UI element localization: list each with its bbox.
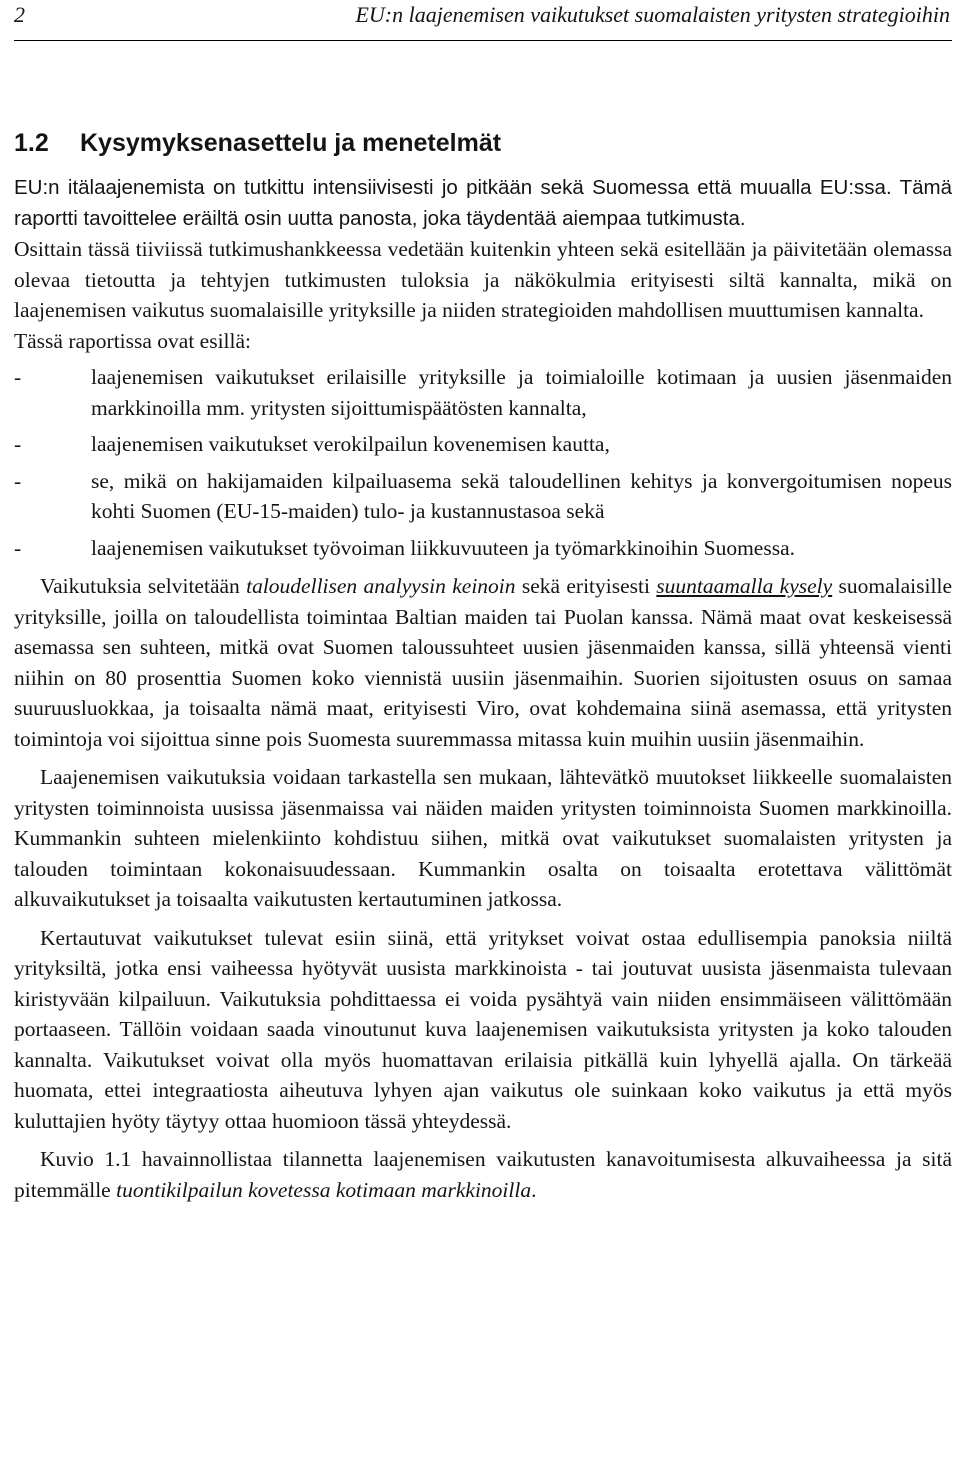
- emphasis-analysis: taloudellisen analyysin keinoin: [246, 574, 516, 598]
- page-number: 2: [14, 2, 25, 27]
- list-intro: Tässä raportissa ovat esillä:: [14, 328, 252, 353]
- figure-reference-paragraph: Kuvio 1.1 havainnollistaa tilannetta laajenemisen vaikutusten kanavoitumisesta alkuvaiheessa ja sitä pitemmälle tuontikilpailun kovetessa kotimaan markkinoilla.: [14, 1147, 952, 1202]
- cumulative-paragraph: Kertautuvat vaikutukset tulevat esiin siinä, että yritykset voivat ostaa edullisempia panoksia niiltä yrityksiltä, jotka ensi vaiheessa hyötyvät uusista markkinoista - tai joutuvat uusista jäsenmaista tulevaan kiristyvään kilpailuun. Vaikutuksia pohdittaessa ei voida pysähtyä vain niiden ensimmäiseen välittömään portaaseen. Tällöin voidaan saada vinoutunut kuva laajenemisen vaikutuksista yritysten ja koko talouden kannalta. Vaikutukset voivat olla myös huomattavan erilaisia pitkällä kuin lyhyellä ajalla. On tärkeää huomata, ettei integraatiosta aiheutuva lyhyen ajan vaikutus ole suinkaan koko vaikutus ja että myös kuluttajien hyöty täytyy ottaa huomioon tässä yhteydessä.: [14, 925, 952, 1133]
- body-text: [14, 234, 952, 1213]
- list-item: - laajenemisen vaikutukset erilaisille yrityksille ja toimialoille kotimaan ja uusien jäsenmaiden markkinoilla mm. yritysten sijoittumispäätösten kannalta,: [14, 362, 952, 423]
- intro-sans-text: EU:n itälaajenemista on tutkittu intensiivisesti jo pitkään sekä Suomessa että muualla EU:ssa. Tämä raportti tavoittelee eräiltä osin uutta panosta, joka täydentää aiempaa tutkimusta.: [14, 176, 952, 230]
- topic-list: [14, 362, 952, 563]
- section-heading: [14, 125, 501, 161]
- emphasis-import-competition: tuontikilpailun kovetessa kotimaan markkinoilla: [116, 1177, 532, 1202]
- list-item: - laajenemisen vaikutukset verokilpailun kovenemisen kautta,: [14, 429, 952, 460]
- effects-paragraph: Laajenemisen vaikutuksia voidaan tarkastella sen mukaan, lähtevätkö muutokset liikkeelle suomalaisten yritysten toiminnoista uusissa jäsenmaissa vai näiden maiden yritysten toiminnoista Suomen markkinoilla. Kummankin suhteen mielenkiinto kohdistuu siihen, mitkä ovat vaikutukset suomalaisten yritysten ja talouden toimintaan kokonaisuudessaan. Kummankin osalta on toisaalta erotettava välittömät alkuvaikutukset ja toisaalta vaikutusten kertautuminen jatkossa.: [14, 765, 952, 911]
- emphasis-survey: suuntaamalla kysely: [656, 574, 833, 598]
- list-dash: -: [14, 535, 22, 560]
- running-header: [14, 0, 952, 41]
- intro-paragraph: Osittain tässä tiiviissä tutkimushankkeessa vedetään kuitenkin yhteen sekä esitellään ja päivitetään olemassa olevaa tietoutta ja tehtyjen tutkimusten tuloksia ja näkökulmia erityisesti siltä kannalta, mikä on laajenemisen vaikutus suomalaisille yrityksille ja niiden strategioiden mahdollisen muuttumisen kannalta.: [14, 237, 952, 322]
- list-dash: -: [14, 432, 22, 456]
- list-item: - laajenemisen vaikutukset työvoiman liikkuvuuteen ja työmarkkinoihin Suomessa.: [14, 533, 952, 564]
- methods-paragraph: Vaikutuksia selvitetään taloudellisen analyysin keinoin sekä erityisesti suuntaamalla kysely suomalaisille yrityksille, joilla on taloudellista toimintaa Baltian maiden tai Puolan kanssa. Nämä maat ovat keskeisessä asemassa sen suhteen, mitkä ovat Suomen taloussuhteet uusien jäsenmaiden kanssa, sillä yhteensä vienti niihin on 80 prosenttia Suomen koko viennistä uusiin jäsenmaihin. Suorien sijoitusten osuus on samaa suuruusluokkaa, ja toisaalta nämä maat, erityisesti Viro, ovat kohdemaina siinä asemassa, että yritysten toimintoja voi sijoittua sinne pois Suomesta suuremmassa mitassa kuin muihin uusiin jäsenmaihin.: [14, 574, 952, 751]
- section-title: Kysymyksenasettelu ja menetelmät: [80, 129, 502, 157]
- section-number: 1.2: [14, 129, 49, 157]
- running-title: EU:n laajenemisen vaikutukset suomalaisten yritysten strategioihin: [355, 2, 950, 27]
- list-dash: -: [14, 468, 22, 493]
- list-dash: -: [14, 365, 22, 389]
- list-item: - se, mikä on hakijamaiden kilpailuasema sekä taloudellinen kehitys ja konvergoitumisen nopeus kohti Suomen (EU-15-maiden) tulo- ja kustannustasoa sekä: [14, 466, 952, 527]
